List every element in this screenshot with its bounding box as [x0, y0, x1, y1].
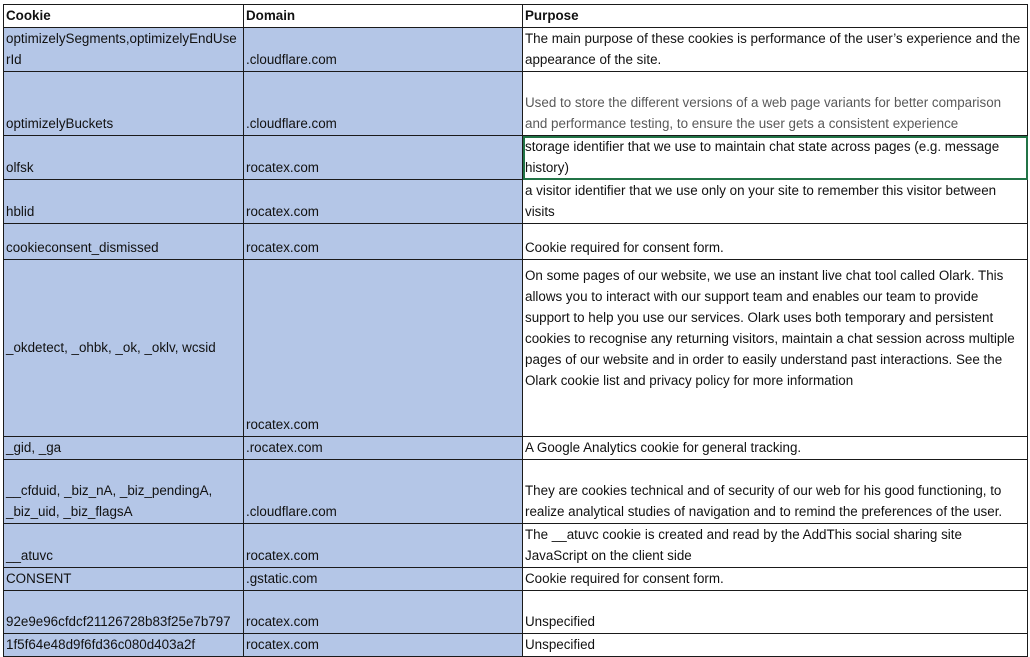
purpose-cell[interactable]: Used to store the different versions of a web page variants for better comparison and performance testing, to ensure the user gets a consistent experience	[523, 72, 1028, 136]
purpose-cell[interactable]: They are cookies technical and of security of our web for his good functioning, to realize analytical studies of navigation and to remind the preferences of the user.	[523, 460, 1028, 524]
domain-cell[interactable]: rocatex.com	[244, 634, 523, 657]
domain-cell[interactable]: rocatex.com	[244, 180, 523, 224]
cookie-name-cell[interactable]: optimizelySegments,optimizelyEndUserId	[4, 28, 244, 72]
domain-cell[interactable]: rocatex.com	[244, 524, 523, 568]
cookie-name-cell[interactable]: __cfduid, _biz_nA, _biz_pendingA, _biz_uid, _biz_flagsA	[4, 460, 244, 524]
domain-cell[interactable]: .cloudflare.com	[244, 72, 523, 136]
cookie-name-cell[interactable]: CONSENT	[4, 568, 244, 591]
purpose-cell[interactable]: Cookie required for consent form.	[523, 568, 1028, 591]
cookie-name-cell[interactable]: optimizelyBuckets	[4, 72, 244, 136]
cookie-name-cell[interactable]: 92e9e96cfdcf21126728b83f25e7b797	[4, 591, 244, 634]
domain-cell[interactable]: rocatex.com	[244, 591, 523, 634]
domain-cell[interactable]: .gstatic.com	[244, 568, 523, 591]
cookie-name-cell[interactable]: _okdetect, _ohbk, _ok, _oklv, wcsid	[4, 260, 244, 437]
table-row	[4, 568, 1028, 591]
table-row	[4, 224, 1028, 260]
table-row	[4, 460, 1028, 524]
table-row	[4, 634, 1028, 657]
header-domain[interactable]: Domain	[244, 5, 523, 28]
domain-cell[interactable]: rocatex.com	[244, 260, 523, 437]
purpose-cell[interactable]: The main purpose of these cookies is performance of the user’s experience and the appearance of the site.	[523, 28, 1028, 72]
table-row	[4, 136, 1028, 180]
domain-cell[interactable]: rocatex.com	[244, 224, 523, 260]
cookie-name-cell[interactable]: olfsk	[4, 136, 244, 180]
domain-cell[interactable]: .cloudflare.com	[244, 28, 523, 72]
cookie-name-cell[interactable]: 1f5f64e48d9f6fd36c080d403a2f	[4, 634, 244, 657]
header-row	[4, 5, 1028, 28]
table-row	[4, 28, 1028, 72]
cookie-name-cell[interactable]: _gid, _ga	[4, 437, 244, 460]
purpose-cell[interactable]: Cookie required for consent form.	[523, 224, 1028, 260]
table-row	[4, 437, 1028, 460]
table-row	[4, 260, 1028, 437]
header-purpose[interactable]: Purpose	[523, 5, 1028, 28]
purpose-cell[interactable]: The __atuvc cookie is created and read by the AddThis social sharing site JavaScript on the client side	[523, 524, 1028, 568]
table-row	[4, 180, 1028, 224]
header-cookie[interactable]: Cookie	[4, 5, 244, 28]
cookie-name-cell[interactable]: cookieconsent_dismissed	[4, 224, 244, 260]
domain-cell[interactable]: rocatex.com	[244, 136, 523, 180]
cookie-name-cell[interactable]: __atuvc	[4, 524, 244, 568]
cookie-name-cell[interactable]: hblid	[4, 180, 244, 224]
purpose-cell[interactable]: a visitor identifier that we use only on your site to remember this visitor between visits	[523, 180, 1028, 224]
table-row	[4, 591, 1028, 634]
selected-purpose-cell[interactable]: storage identifier that we use to maintain chat state across pages (e.g. message history)	[523, 136, 1028, 180]
table-row	[4, 524, 1028, 568]
cookie-table	[3, 4, 1028, 657]
domain-cell[interactable]: .cloudflare.com	[244, 460, 523, 524]
purpose-cell[interactable]: Unspecified	[523, 634, 1028, 657]
purpose-cell[interactable]: A Google Analytics cookie for general tracking.	[523, 437, 1028, 460]
purpose-cell[interactable]: On some pages of our website, we use an instant live chat tool called Olark. This allows you to interact with our support team and enables our team to provide support to help you use our services. Olark uses both temporary and persistent cookies to recognise any returning visitors, maintain a chat session across multiple pages of our website and in order to easily understand past interactions. See the Olark cookie list and privacy policy for more information	[523, 260, 1028, 437]
table-row	[4, 72, 1028, 136]
domain-cell[interactable]: .rocatex.com	[244, 437, 523, 460]
purpose-cell[interactable]: Unspecified	[523, 591, 1028, 634]
